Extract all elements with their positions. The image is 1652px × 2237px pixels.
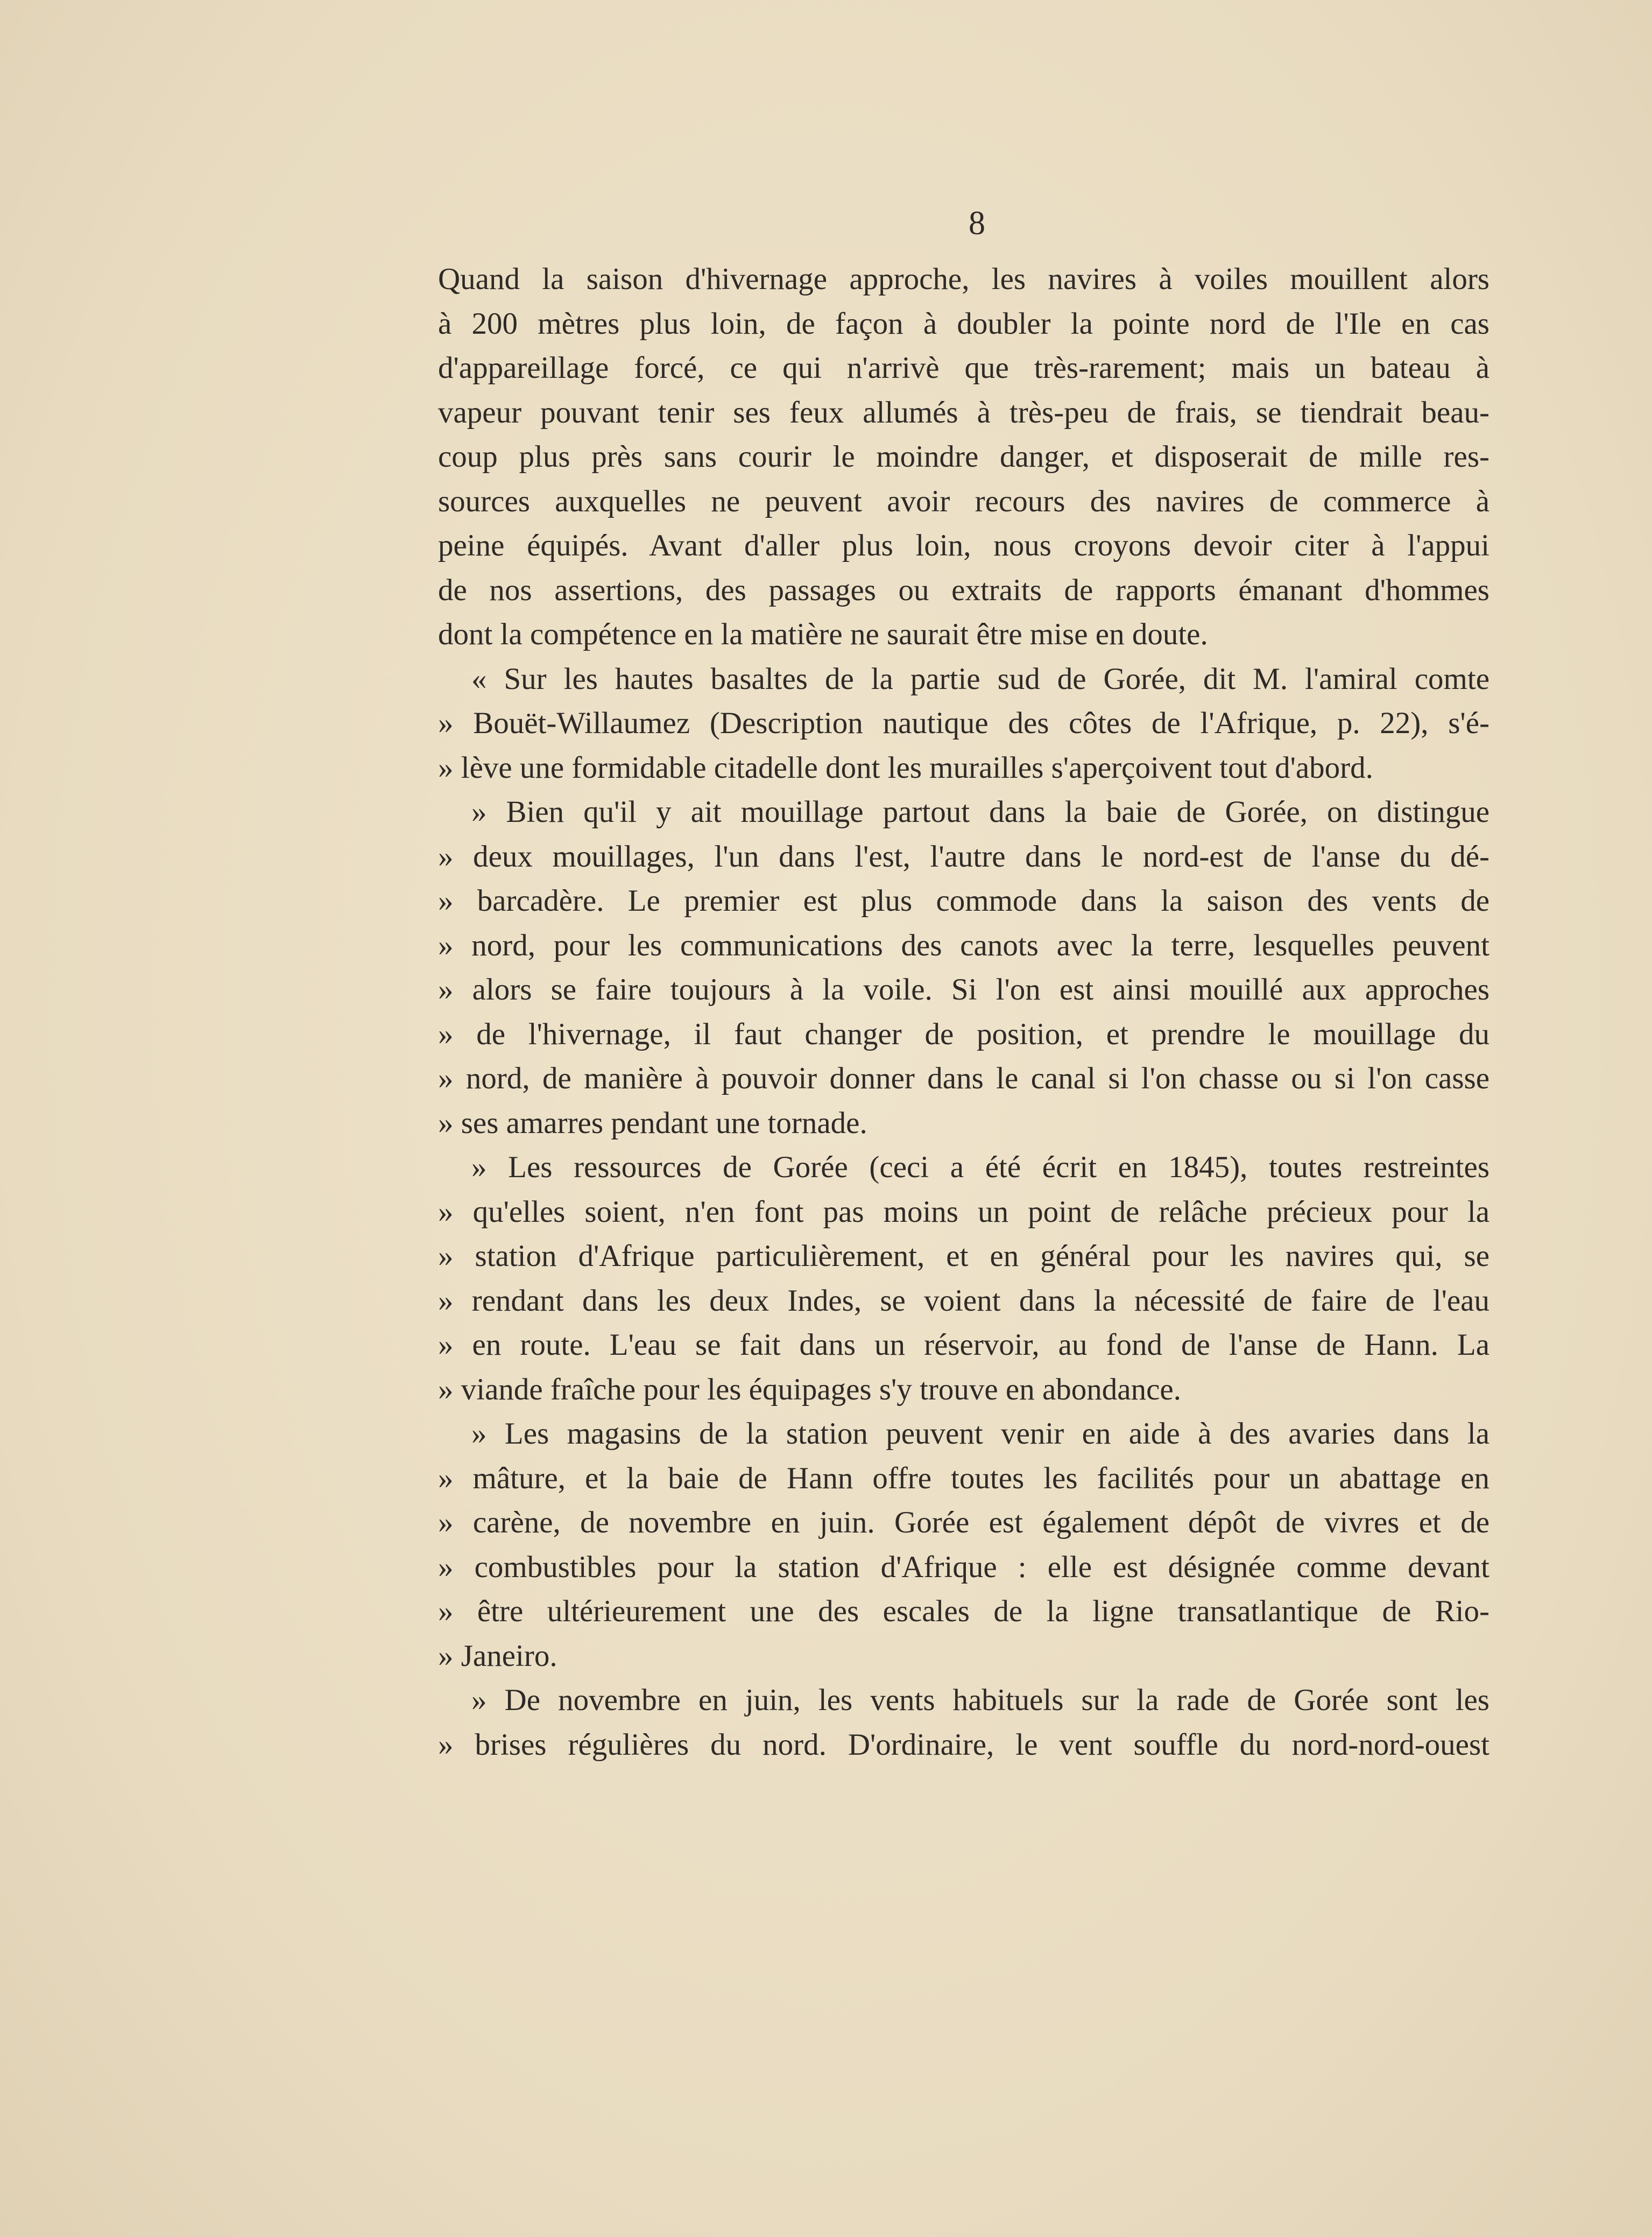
text-line: » être ultérieurement une des escales de la ligne transatlantique de Rio- <box>438 1594 1489 1628</box>
text-line: » deux mouillages, l'un dans l'est, l'autre dans le nord-est de l'anse du dé- <box>438 839 1489 874</box>
body-text <box>438 257 1489 1767</box>
page-number: 8 <box>969 205 985 242</box>
text-line: » station d'Afrique particulièrement, et en général pour les navires qui, se <box>438 1239 1489 1273</box>
text-line: peine équipés. Avant d'aller plus loin, nous croyons devoir citer à l'appui <box>438 529 1489 562</box>
text-line: » Bien qu'il y ait mouillage partout dans la baie de Gorée, on distingue <box>471 795 1489 829</box>
text-line: » Les ressources de Gorée (ceci a été écrit en 1845), toutes restreintes <box>471 1150 1489 1184</box>
text-line: » en route. L'eau se fait dans un réservoir, au fond de l'anse de Hann. La <box>438 1328 1489 1362</box>
text-line: Quand la saison d'hivernage approche, les navires à voiles mouillent alors <box>438 262 1489 296</box>
text-line: » Les magasins de la station peuvent venir en aide à des avaries dans la <box>471 1417 1489 1451</box>
text-line: » barcadère. Le premier est plus commode dans la saison des vents de <box>438 884 1489 918</box>
text-line: d'appareillage forcé, ce qui n'arrivè que très-rarement; mais un bateau à <box>438 351 1489 385</box>
text-line: » nord, de manière à pouvoir donner dans le canal si l'on chasse ou si l'on casse <box>438 1061 1489 1095</box>
text-line: » rendant dans les deux Indes, se voient dans la nécessité de faire de l'eau <box>438 1283 1489 1318</box>
text-line: « Sur les hautes basaltes de la partie sud de Gorée, dit M. l'amiral comte <box>471 662 1489 696</box>
text-line: » nord, pour les communications des canots avec la terre, lesquelles peuvent <box>438 928 1489 962</box>
text-line: » alors se faire toujours à la voile. Si l'on est ainsi mouillé aux approches <box>438 973 1489 1007</box>
text-line: » combustibles pour la station d'Afrique : elle est désignée comme devant <box>438 1550 1489 1584</box>
text-line: dont la compétence en la matière ne saurait être mise en doute. <box>438 617 1208 651</box>
text-line: » de l'hivernage, il faut changer de position, et prendre le mouillage du <box>438 1017 1489 1051</box>
text-line: coup plus près sans courir le moindre danger, et disposerait de mille res- <box>438 440 1489 474</box>
text-line: » Janeiro. <box>438 1638 557 1673</box>
text-line: vapeur pouvant tenir ses feux allumés à très-peu de frais, se tiendrait beau- <box>438 395 1489 430</box>
text-line: » brises régulières du nord. D'ordinaire, le vent souffle du nord-nord-ouest <box>438 1727 1489 1762</box>
text-line: » ses amarres pendant une tornade. <box>438 1106 867 1140</box>
text-line: » De novembre en juin, les vents habituels sur la rade de Gorée sont les <box>471 1683 1489 1717</box>
text-line: » lève une formidable citadelle dont les murailles s'aperçoivent tout d'abord. <box>438 750 1373 785</box>
text-line: » viande fraîche pour les équipages s'y trouve en abondance. <box>438 1372 1181 1406</box>
text-line: sources auxquelles ne peuvent avoir recours des navires de commerce à <box>438 484 1489 518</box>
text-line: » mâture, et la baie de Hann offre toutes les facilités pour un abattage en <box>438 1461 1489 1495</box>
text-line: » carène, de novembre en juin. Gorée est également dépôt de vivres et de <box>438 1506 1489 1539</box>
text-line: de nos assertions, des passages ou extraits de rapports émanant d'hommes <box>438 573 1489 607</box>
text-line: » qu'elles soient, n'en font pas moins un point de relâche précieux pour la <box>438 1194 1489 1229</box>
text-line: » Bouët-Willaumez (Description nautique des côtes de l'Afrique, p. 22), s'é- <box>438 706 1489 740</box>
text-line: à 200 mètres plus loin, de façon à doubler la pointe nord de l'Ile en cas <box>438 306 1489 341</box>
